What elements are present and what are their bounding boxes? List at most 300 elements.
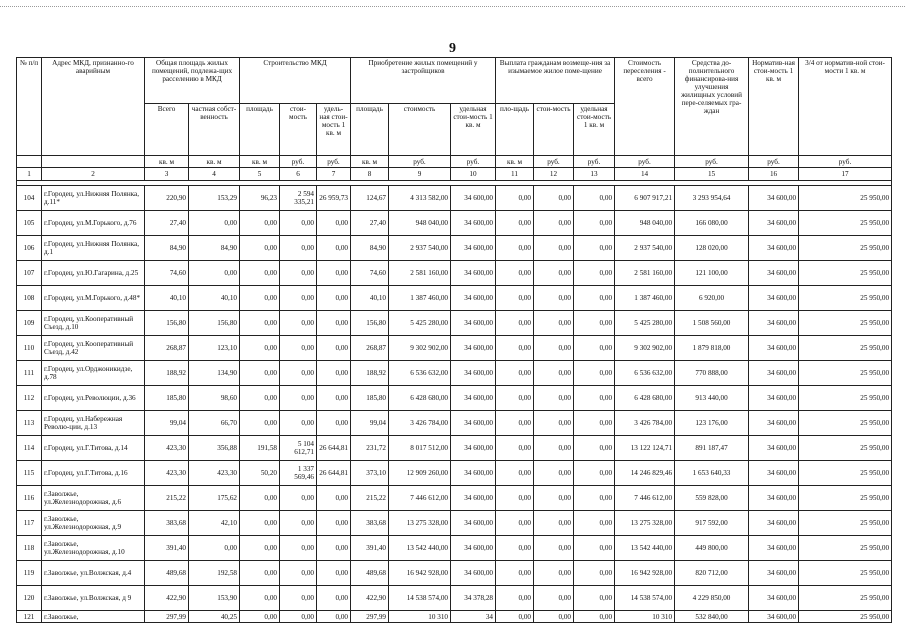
row-number-cell: 113 bbox=[17, 411, 42, 436]
value-cell: 4 313 582,00 bbox=[389, 186, 451, 211]
value-cell: 0,00 bbox=[317, 261, 351, 286]
column-number: 14 bbox=[615, 168, 675, 181]
value-cell: 0,00 bbox=[240, 536, 280, 561]
table-row bbox=[17, 486, 892, 511]
header-extra-funds: Средства до-полнительного финансирова-ния улучшения жилищных условий пере-селяемых гра-ждан bbox=[675, 58, 749, 156]
value-cell: 7 446 612,00 bbox=[615, 486, 675, 511]
address-cell: г.Городец, ул.Ю.Гагарина, д.25 bbox=[42, 261, 145, 286]
value-cell: 449 800,00 bbox=[675, 536, 749, 561]
value-cell: 0,00 bbox=[280, 361, 317, 386]
value-cell: 25 950,00 bbox=[799, 611, 892, 623]
value-cell: 34 600,00 bbox=[749, 586, 799, 611]
value-cell: 0,00 bbox=[240, 286, 280, 311]
value-cell: 0,00 bbox=[317, 611, 351, 623]
value-cell: 34 600,00 bbox=[451, 311, 496, 336]
unit-cell: руб. bbox=[799, 156, 892, 168]
value-cell: 74,60 bbox=[351, 261, 389, 286]
header-cost3: стои-мость bbox=[534, 104, 574, 156]
value-cell: 0,00 bbox=[496, 361, 534, 386]
value-cell: 0,00 bbox=[496, 536, 534, 561]
table-body bbox=[17, 186, 892, 623]
header-unit-cost: удель-ная стои-мость 1 кв. м bbox=[317, 104, 351, 156]
header-cost-total: Стоимость переселения - всего bbox=[615, 58, 675, 156]
value-cell: 124,67 bbox=[351, 186, 389, 211]
value-cell: 0,00 bbox=[496, 236, 534, 261]
value-cell: 0,00 bbox=[240, 561, 280, 586]
value-cell: 34 600,00 bbox=[749, 386, 799, 411]
header-acquisition: Приобретение жилых помещений у застройщиков bbox=[351, 58, 496, 104]
table-row bbox=[17, 336, 892, 361]
unit-cell: кв. м bbox=[145, 156, 189, 168]
value-cell: 40,25 bbox=[189, 611, 240, 623]
value-cell: 422,90 bbox=[145, 586, 189, 611]
unit-cell: руб. bbox=[574, 156, 615, 168]
value-cell: 34 600,00 bbox=[451, 536, 496, 561]
value-cell: 6 428 680,00 bbox=[615, 386, 675, 411]
value-cell: 0,00 bbox=[534, 411, 574, 436]
value-cell: 0,00 bbox=[189, 261, 240, 286]
address-cell: г.Городец, ул.Кооперативный Съезд, д.42 bbox=[42, 336, 145, 361]
value-cell: 188,92 bbox=[351, 361, 389, 386]
value-cell: 175,62 bbox=[189, 486, 240, 511]
value-cell: 2 594 335,21 bbox=[280, 186, 317, 211]
value-cell: 34 600,00 bbox=[451, 361, 496, 386]
value-cell: 6 907 917,21 bbox=[615, 186, 675, 211]
address-cell: г.Городец, ул.Кооперативный Съезд, д.10 bbox=[42, 311, 145, 336]
unit-cell: руб. bbox=[615, 156, 675, 168]
value-cell: 0,00 bbox=[574, 486, 615, 511]
value-cell: 0,00 bbox=[534, 511, 574, 536]
value-cell: 25 950,00 bbox=[799, 286, 892, 311]
row-number-cell: 119 bbox=[17, 561, 42, 586]
row-number-cell: 112 bbox=[17, 386, 42, 411]
header-area3: пло-щадь bbox=[496, 104, 534, 156]
value-cell: 99,04 bbox=[351, 411, 389, 436]
table-row bbox=[17, 361, 892, 386]
address-cell: г.Городец, ул.Нижняя Полянка, д.1 bbox=[42, 236, 145, 261]
unit-cell: кв. м bbox=[351, 156, 389, 168]
value-cell: 0,00 bbox=[496, 611, 534, 623]
row-number-cell: 104 bbox=[17, 186, 42, 211]
value-cell: 0,00 bbox=[317, 486, 351, 511]
value-cell: 1 387 460,00 bbox=[389, 286, 451, 311]
value-cell: 25 950,00 bbox=[799, 586, 892, 611]
value-cell: 1 337 569,46 bbox=[280, 461, 317, 486]
value-cell: 0,00 bbox=[534, 336, 574, 361]
header-unit-cost3: удельная стои-мость 1 кв. м bbox=[574, 104, 615, 156]
value-cell: 74,60 bbox=[145, 261, 189, 286]
value-cell: 5 425 280,00 bbox=[389, 311, 451, 336]
value-cell: 34 600,00 bbox=[749, 361, 799, 386]
column-number: 1 bbox=[17, 168, 42, 181]
value-cell: 34 600,00 bbox=[749, 336, 799, 361]
table-row bbox=[17, 461, 892, 486]
value-cell: 34 600,00 bbox=[749, 286, 799, 311]
column-number: 13 bbox=[574, 168, 615, 181]
value-cell: 0,00 bbox=[534, 311, 574, 336]
table-row bbox=[17, 386, 892, 411]
value-cell: 34 600,00 bbox=[451, 336, 496, 361]
value-cell: 25 950,00 bbox=[799, 561, 892, 586]
value-cell: 7 446 612,00 bbox=[389, 486, 451, 511]
value-cell: 153,29 bbox=[189, 186, 240, 211]
value-cell: 0,00 bbox=[496, 586, 534, 611]
value-cell: 0,00 bbox=[534, 586, 574, 611]
value-cell: 820 712,00 bbox=[675, 561, 749, 586]
value-cell: 2 937 540,00 bbox=[389, 236, 451, 261]
value-cell: 5 425 280,00 bbox=[615, 311, 675, 336]
value-cell: 0,00 bbox=[534, 611, 574, 623]
value-cell: 6 428 680,00 bbox=[389, 386, 451, 411]
value-cell: 489,68 bbox=[145, 561, 189, 586]
value-cell: 0,00 bbox=[240, 411, 280, 436]
value-cell: 40,10 bbox=[145, 286, 189, 311]
value-cell: 14 246 829,46 bbox=[615, 461, 675, 486]
value-cell: 0,00 bbox=[496, 311, 534, 336]
value-cell: 128 020,00 bbox=[675, 236, 749, 261]
value-cell: 383,68 bbox=[351, 511, 389, 536]
value-cell: 0,00 bbox=[240, 586, 280, 611]
unit-cell: руб. bbox=[534, 156, 574, 168]
value-cell: 8 017 512,00 bbox=[389, 436, 451, 461]
address-cell: г.Заволжье, ул.Железнодорожная, д.6 bbox=[42, 486, 145, 511]
value-cell: 27,40 bbox=[145, 211, 189, 236]
value-cell: 0,00 bbox=[534, 236, 574, 261]
value-cell: 0,00 bbox=[240, 611, 280, 623]
value-cell: 3 426 784,00 bbox=[389, 411, 451, 436]
value-cell: 84,90 bbox=[145, 236, 189, 261]
value-cell: 0,00 bbox=[534, 211, 574, 236]
address-cell: г.Заволжье, ул.Волжская, д 9 bbox=[42, 586, 145, 611]
value-cell: 356,88 bbox=[189, 436, 240, 461]
row-number-cell: 108 bbox=[17, 286, 42, 311]
value-cell: 34 600,00 bbox=[451, 411, 496, 436]
value-cell: 6 536 632,00 bbox=[389, 361, 451, 386]
value-cell: 34 600,00 bbox=[451, 211, 496, 236]
value-cell: 34 600,00 bbox=[749, 411, 799, 436]
value-cell: 34 600,00 bbox=[749, 486, 799, 511]
table-row bbox=[17, 586, 892, 611]
table-row bbox=[17, 511, 892, 536]
value-cell: 0,00 bbox=[317, 211, 351, 236]
address-cell: г.Городец, ул.М.Горького, д.76 bbox=[42, 211, 145, 236]
value-cell: 0,00 bbox=[240, 361, 280, 386]
value-cell: 0,00 bbox=[280, 486, 317, 511]
value-cell: 423,30 bbox=[145, 436, 189, 461]
value-cell: 0,00 bbox=[534, 536, 574, 561]
unit-cell: руб. bbox=[280, 156, 317, 168]
value-cell: 0,00 bbox=[496, 411, 534, 436]
value-cell: 0,00 bbox=[496, 336, 534, 361]
address-cell: г.Заволжье, ул.Железнодорожная, д.9 bbox=[42, 511, 145, 536]
value-cell: 34 600,00 bbox=[749, 536, 799, 561]
value-cell: 12 909 260,00 bbox=[389, 461, 451, 486]
value-cell: 123 176,00 bbox=[675, 411, 749, 436]
header-cost2: стоимость bbox=[389, 104, 451, 156]
header-col-no: № п/п bbox=[17, 58, 42, 156]
value-cell: 0,00 bbox=[280, 261, 317, 286]
value-cell: 34 600,00 bbox=[749, 261, 799, 286]
value-cell: 121 100,00 bbox=[675, 261, 749, 286]
value-cell: 0,00 bbox=[317, 286, 351, 311]
row-number-cell: 121 bbox=[17, 611, 42, 623]
table-row bbox=[17, 611, 892, 623]
value-cell: 34 600,00 bbox=[451, 436, 496, 461]
value-cell: 1 508 560,00 bbox=[675, 311, 749, 336]
column-number: 9 bbox=[389, 168, 451, 181]
value-cell: 34 378,28 bbox=[451, 586, 496, 611]
value-cell: 0,00 bbox=[317, 336, 351, 361]
value-cell: 0,00 bbox=[496, 286, 534, 311]
value-cell: 34 600,00 bbox=[451, 286, 496, 311]
unit-cell: кв. м bbox=[496, 156, 534, 168]
value-cell: 532 840,00 bbox=[675, 611, 749, 623]
value-cell: 10 310 bbox=[389, 611, 451, 623]
value-cell: 0,00 bbox=[574, 336, 615, 361]
value-cell: 0,00 bbox=[574, 311, 615, 336]
header-private: частная собст-венность bbox=[189, 104, 240, 156]
value-cell: 25 950,00 bbox=[799, 236, 892, 261]
value-cell: 156,80 bbox=[145, 311, 189, 336]
value-cell: 0,00 bbox=[317, 561, 351, 586]
value-cell: 0,00 bbox=[280, 336, 317, 361]
value-cell: 373,10 bbox=[351, 461, 389, 486]
value-cell: 25 950,00 bbox=[799, 361, 892, 386]
value-cell: 25 950,00 bbox=[799, 261, 892, 286]
value-cell: 2 581 160,00 bbox=[615, 261, 675, 286]
column-number: 5 bbox=[240, 168, 280, 181]
value-cell: 3 293 954,64 bbox=[675, 186, 749, 211]
value-cell: 5 104 612,71 bbox=[280, 436, 317, 461]
value-cell: 34 600,00 bbox=[749, 211, 799, 236]
value-cell: 25 950,00 bbox=[799, 386, 892, 411]
value-cell: 9 302 902,00 bbox=[615, 336, 675, 361]
value-cell: 0,00 bbox=[574, 461, 615, 486]
row-number-cell: 118 bbox=[17, 536, 42, 561]
value-cell: 0,00 bbox=[574, 611, 615, 623]
header-total-area: Общая площадь жилых помещений, подлежа-щих расселению в МКД bbox=[145, 58, 240, 104]
value-cell: 0,00 bbox=[574, 211, 615, 236]
value-cell: 0,00 bbox=[280, 586, 317, 611]
table-row bbox=[17, 311, 892, 336]
header-unit-cost2: удельная стои-мость 1 кв. м bbox=[451, 104, 496, 156]
value-cell: 0,00 bbox=[574, 436, 615, 461]
value-cell: 34 600,00 bbox=[749, 461, 799, 486]
header-area2: площадь bbox=[351, 104, 389, 156]
value-cell: 40,10 bbox=[351, 286, 389, 311]
value-cell: 34 600,00 bbox=[451, 261, 496, 286]
value-cell: 0,00 bbox=[574, 261, 615, 286]
value-cell: 0,00 bbox=[534, 461, 574, 486]
column-number: 12 bbox=[534, 168, 574, 181]
value-cell: 0,00 bbox=[496, 511, 534, 536]
address-cell: г.Городец, ул.Нижняя Полянка, д.11* bbox=[42, 186, 145, 211]
value-cell: 84,90 bbox=[189, 236, 240, 261]
value-cell: 16 942 928,00 bbox=[615, 561, 675, 586]
value-cell: 0,00 bbox=[496, 386, 534, 411]
column-number: 6 bbox=[280, 168, 317, 181]
value-cell: 1 879 818,00 bbox=[675, 336, 749, 361]
unit-cell: кв. м bbox=[240, 156, 280, 168]
value-cell: 25 950,00 bbox=[799, 411, 892, 436]
header-three-quarters: 3/4 от норматив-ной стои-мости 1 кв. м bbox=[799, 58, 892, 156]
value-cell: 0,00 bbox=[280, 611, 317, 623]
value-cell: 0,00 bbox=[496, 261, 534, 286]
value-cell: 156,80 bbox=[189, 311, 240, 336]
unit-cell: руб. bbox=[451, 156, 496, 168]
address-cell: г.Городец, ул.Г.Титова, д.14 bbox=[42, 436, 145, 461]
value-cell: 6 536 632,00 bbox=[615, 361, 675, 386]
row-number-cell: 115 bbox=[17, 461, 42, 486]
value-cell: 16 942 928,00 bbox=[389, 561, 451, 586]
address-cell: г.Заволжье, ул.Железнодорожная, д.10 bbox=[42, 536, 145, 561]
value-cell: 25 950,00 bbox=[799, 336, 892, 361]
value-cell: 0,00 bbox=[574, 586, 615, 611]
value-cell: 0,00 bbox=[317, 236, 351, 261]
value-cell: 0,00 bbox=[317, 511, 351, 536]
value-cell: 0,00 bbox=[534, 261, 574, 286]
value-cell: 192,58 bbox=[189, 561, 240, 586]
value-cell: 25 950,00 bbox=[799, 311, 892, 336]
row-number-cell: 110 bbox=[17, 336, 42, 361]
value-cell: 0,00 bbox=[574, 361, 615, 386]
value-cell: 84,90 bbox=[351, 236, 389, 261]
value-cell: 297,99 bbox=[145, 611, 189, 623]
column-number: 3 bbox=[145, 168, 189, 181]
column-number: 16 bbox=[749, 168, 799, 181]
header-address: Адрес МКД, признанно-го аварийным bbox=[42, 58, 145, 156]
value-cell: 0,00 bbox=[534, 436, 574, 461]
row-number-cell: 117 bbox=[17, 511, 42, 536]
value-cell: 0,00 bbox=[280, 536, 317, 561]
value-cell: 13 542 440,00 bbox=[615, 536, 675, 561]
value-cell: 166 080,00 bbox=[675, 211, 749, 236]
column-number: 8 bbox=[351, 168, 389, 181]
value-cell: 391,40 bbox=[351, 536, 389, 561]
value-cell: 0,00 bbox=[496, 461, 534, 486]
value-cell: 559 828,00 bbox=[675, 486, 749, 511]
value-cell: 123,10 bbox=[189, 336, 240, 361]
page-number: 9 bbox=[449, 41, 456, 56]
value-cell: 0,00 bbox=[317, 536, 351, 561]
value-cell: 99,04 bbox=[145, 411, 189, 436]
value-cell: 0,00 bbox=[574, 386, 615, 411]
value-cell: 0,00 bbox=[534, 386, 574, 411]
value-cell: 134,90 bbox=[189, 361, 240, 386]
value-cell: 2 937 540,00 bbox=[615, 236, 675, 261]
unit-cell: руб. bbox=[675, 156, 749, 168]
value-cell: 66,70 bbox=[189, 411, 240, 436]
value-cell: 423,30 bbox=[145, 461, 189, 486]
value-cell: 0,00 bbox=[240, 211, 280, 236]
value-cell: 0,00 bbox=[189, 211, 240, 236]
address-cell: г.Городец, ул.М.Горького, д.48* bbox=[42, 286, 145, 311]
table-row bbox=[17, 261, 892, 286]
value-cell: 34 600,00 bbox=[749, 436, 799, 461]
value-cell: 25 950,00 bbox=[799, 436, 892, 461]
resettlement-table bbox=[16, 57, 892, 623]
value-cell: 25 950,00 bbox=[799, 511, 892, 536]
value-cell: 14 538 574,00 bbox=[615, 586, 675, 611]
value-cell: 0,00 bbox=[574, 511, 615, 536]
value-cell: 0,00 bbox=[240, 261, 280, 286]
value-cell: 913 440,00 bbox=[675, 386, 749, 411]
value-cell: 0,00 bbox=[496, 486, 534, 511]
value-cell: 0,00 bbox=[280, 411, 317, 436]
value-cell: 917 592,00 bbox=[675, 511, 749, 536]
row-number-cell: 106 bbox=[17, 236, 42, 261]
value-cell: 34 600,00 bbox=[749, 611, 799, 623]
value-cell: 0,00 bbox=[574, 286, 615, 311]
value-cell: 0,00 bbox=[534, 486, 574, 511]
header-norm-cost: Норматив-ная стои-мость 1 кв. м bbox=[749, 58, 799, 156]
value-cell: 185,80 bbox=[145, 386, 189, 411]
value-cell: 25 950,00 bbox=[799, 486, 892, 511]
value-cell: 34 600,00 bbox=[451, 236, 496, 261]
value-cell: 34 600,00 bbox=[451, 511, 496, 536]
value-cell: 13 275 328,00 bbox=[615, 511, 675, 536]
value-cell: 34 bbox=[451, 611, 496, 623]
value-cell: 0,00 bbox=[317, 311, 351, 336]
value-cell: 0,00 bbox=[317, 361, 351, 386]
address-cell: г.Городец, ул.Революции, д.36 bbox=[42, 386, 145, 411]
address-cell: г.Городец, ул.Орджоникидзе, д.78 bbox=[42, 361, 145, 386]
value-cell: 26 644,81 bbox=[317, 436, 351, 461]
value-cell: 26 644,81 bbox=[317, 461, 351, 486]
row-number-cell: 107 bbox=[17, 261, 42, 286]
value-cell: 10 310 bbox=[615, 611, 675, 623]
value-cell: 220,90 bbox=[145, 186, 189, 211]
column-number: 4 bbox=[189, 168, 240, 181]
header-vsego: Всего bbox=[145, 104, 189, 156]
column-number: 11 bbox=[496, 168, 534, 181]
value-cell: 0,00 bbox=[280, 386, 317, 411]
column-number: 15 bbox=[675, 168, 749, 181]
value-cell: 948 040,00 bbox=[389, 211, 451, 236]
value-cell: 0,00 bbox=[189, 536, 240, 561]
value-cell: 26 959,73 bbox=[317, 186, 351, 211]
value-cell: 27,40 bbox=[351, 211, 389, 236]
value-cell: 0,00 bbox=[534, 186, 574, 211]
value-cell: 14 538 574,00 bbox=[389, 586, 451, 611]
address-cell: г.Заволжье, ул.Волжская, д.4 bbox=[42, 561, 145, 586]
value-cell: 191,58 bbox=[240, 436, 280, 461]
value-cell: 96,23 bbox=[240, 186, 280, 211]
value-cell: 0,00 bbox=[317, 411, 351, 436]
table-header bbox=[17, 58, 892, 186]
value-cell: 268,87 bbox=[351, 336, 389, 361]
value-cell: 156,80 bbox=[351, 311, 389, 336]
table-row bbox=[17, 211, 892, 236]
table-row bbox=[17, 186, 892, 211]
value-cell: 13 275 328,00 bbox=[389, 511, 451, 536]
value-cell: 231,72 bbox=[351, 436, 389, 461]
value-cell: 34 600,00 bbox=[749, 186, 799, 211]
value-cell: 185,80 bbox=[351, 386, 389, 411]
value-cell: 0,00 bbox=[280, 286, 317, 311]
value-cell: 891 187,47 bbox=[675, 436, 749, 461]
value-cell: 0,00 bbox=[280, 211, 317, 236]
value-cell: 0,00 bbox=[496, 186, 534, 211]
address-cell: г.Заволжье, bbox=[42, 611, 145, 623]
value-cell: 34 600,00 bbox=[451, 486, 496, 511]
value-cell: 0,00 bbox=[496, 436, 534, 461]
value-cell: 9 302 902,00 bbox=[389, 336, 451, 361]
table-row bbox=[17, 561, 892, 586]
value-cell: 0,00 bbox=[240, 511, 280, 536]
value-cell: 422,90 bbox=[351, 586, 389, 611]
value-cell: 0,00 bbox=[496, 211, 534, 236]
